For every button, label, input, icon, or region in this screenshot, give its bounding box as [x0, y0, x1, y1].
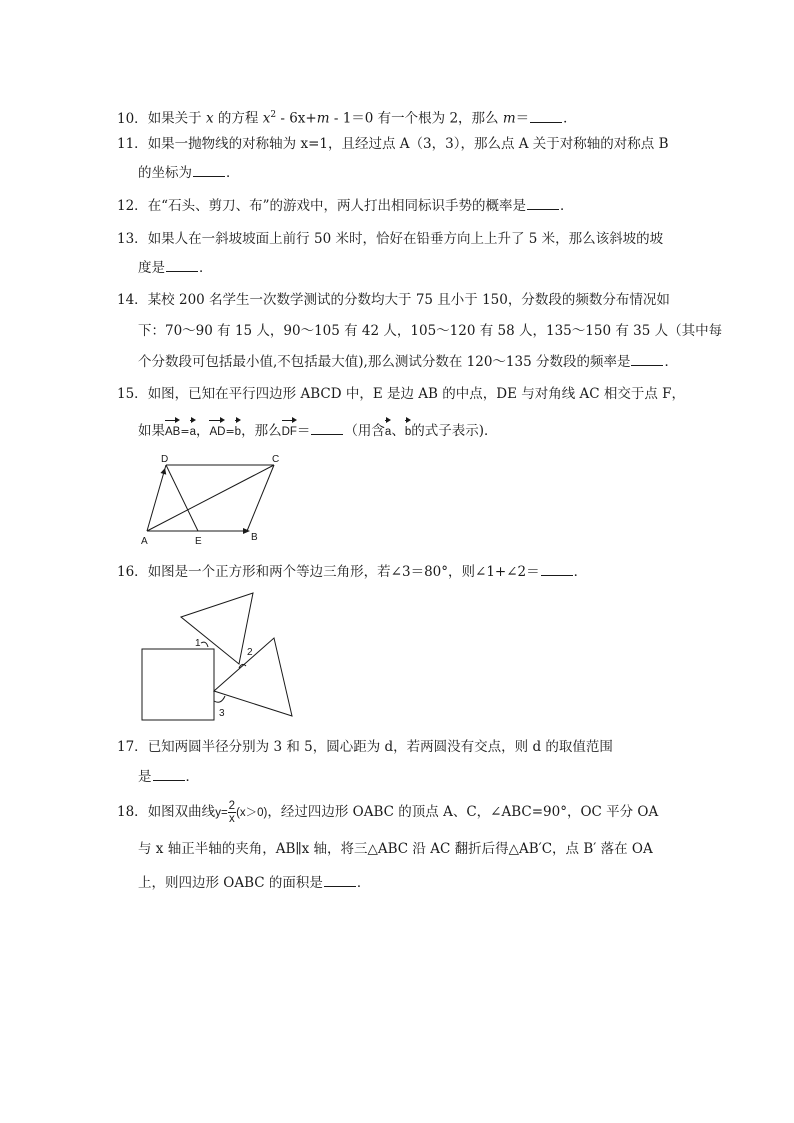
answer-blank[interactable] — [153, 766, 185, 781]
answer-blank[interactable] — [631, 351, 663, 366]
text: 下：70～90 有 15 人，90～105 有 42 人，105～120 有 58 人，135～150 有 35 人（其中每 — [138, 323, 723, 339]
text: = — [225, 425, 235, 438]
text: ． — [664, 354, 678, 370]
question-number: 11． — [117, 136, 148, 152]
vector-b: b — [405, 417, 411, 443]
text: 的式子表示)． — [411, 423, 498, 439]
label-d: D — [161, 454, 169, 465]
text: 已知两圆半径分别为 3 和 5，圆心距为 d，若两圆没有交点，则 d 的取值范围 — [147, 739, 613, 755]
question-16 — [117, 561, 587, 583]
arrow-head — [160, 467, 167, 474]
text: ＝ — [296, 423, 311, 439]
angle-label-2: 2 — [247, 647, 253, 658]
angle-label-1: 1 — [195, 638, 201, 649]
answer-blank[interactable] — [193, 162, 225, 177]
text: ，经过四边形 OABC 的顶点 A、C，∠ABC=90°，OC 平分 OA — [267, 804, 659, 820]
var: x — [205, 110, 214, 127]
question-17-line2 — [138, 766, 199, 788]
segment-de — [166, 465, 198, 531]
question-12 — [117, 195, 574, 217]
vector-a: a — [190, 417, 196, 443]
text: 如果一抛物线的对称轴为 x=1，且经过点 A（3，3），那么点 A 关于对称轴的对称点 B — [147, 136, 669, 152]
text: 是 — [138, 769, 152, 785]
answer-blank[interactable] — [311, 420, 343, 435]
text: ． — [560, 198, 574, 214]
question-11-line2 — [138, 162, 240, 184]
question-15 — [117, 383, 685, 405]
numerator: 2 — [228, 800, 236, 812]
question-number: 18． — [117, 804, 148, 820]
arrow-head — [243, 528, 250, 534]
triangle-upper — [181, 593, 253, 664]
square-triangles-figure — [135, 588, 300, 726]
text: 的方程 — [213, 110, 263, 127]
text: 如图双曲线 — [147, 804, 216, 820]
text: ． — [185, 769, 199, 785]
text: 如果关于 — [147, 110, 206, 127]
vector-a: a — [385, 417, 391, 443]
text: 如图是一个正方形和两个等边三角形，若∠3＝80°，则∠1+∠2＝ — [147, 564, 540, 580]
question-18-line3 — [138, 872, 370, 894]
question-14 — [117, 289, 670, 311]
text: = — [180, 425, 190, 438]
text: 在“石头、剪刀、布”的游戏中，两人打出相同标识手势的概率是 — [147, 198, 526, 214]
text: 上，则四边形 OABC 的面积是 — [138, 875, 323, 891]
angle-arc-1 — [201, 642, 208, 647]
text: 个分数段可包括最小值,不包括最大值),那么测试分数在 120～135 分数段的频率是 — [138, 354, 631, 370]
denominator: x — [228, 813, 235, 825]
question-number: 10． — [117, 110, 148, 127]
text: 某校 200 名学生一次数学测试的分数均大于 75 且小于 150，分数段的频数分布情况如 — [147, 292, 670, 308]
text: ＝ — [515, 110, 530, 127]
text: y= — [215, 807, 228, 819]
text: 度是 — [138, 260, 165, 276]
answer-blank[interactable] — [530, 108, 562, 123]
text: ． — [226, 165, 240, 181]
var: x — [262, 110, 271, 127]
text: ． — [199, 260, 213, 276]
triangle-lower — [214, 638, 292, 716]
vector-df: DF — [282, 417, 297, 443]
question-17 — [117, 736, 613, 758]
text: (x＞0) — [236, 807, 268, 819]
question-number: 13． — [117, 231, 148, 247]
question-number: 12． — [117, 198, 148, 214]
text: - 6x+ — [276, 110, 317, 127]
text: 、 — [391, 423, 405, 439]
side-cb — [247, 465, 274, 531]
label-e: E — [195, 536, 202, 547]
answer-blank[interactable] — [166, 257, 198, 272]
question-11 — [117, 133, 669, 155]
question-14-line2 — [138, 320, 722, 342]
question-13 — [117, 228, 663, 250]
text: 如果 — [138, 423, 165, 439]
label-b: B — [251, 532, 258, 543]
question-13-line2 — [138, 257, 213, 279]
question-number: 14． — [117, 292, 148, 308]
text: 的坐标为 — [138, 165, 192, 181]
text: ，那么 — [241, 423, 282, 439]
parallelogram-figure — [130, 452, 290, 550]
question-18 — [117, 800, 658, 825]
question-15-line2 — [138, 417, 498, 443]
vector-ab: AB — [165, 417, 180, 443]
question-number: 16． — [117, 564, 148, 580]
vector-b: b — [235, 417, 241, 443]
var: m — [502, 110, 516, 127]
label-a: A — [141, 536, 148, 547]
fraction — [228, 800, 236, 825]
text: 如图，已知在平行四边形 ABCD 中，E 是边 AB 的中点，DE 与对角线 AC 相交于点 F， — [147, 386, 686, 402]
diagonal-ac — [147, 465, 274, 531]
text: 与 x 轴正半轴的夹角，AB∥x 轴，将三△ABC 沿 AC 翻折后得△AB′C，点 B′ 落在 OA — [138, 841, 653, 857]
question-18-line2 — [138, 838, 653, 860]
question-number: 15． — [117, 386, 148, 402]
square — [142, 649, 214, 720]
text: （用含 — [344, 423, 385, 439]
answer-blank[interactable] — [527, 195, 559, 210]
var: m — [316, 110, 330, 127]
question-14-line3 — [138, 351, 678, 373]
text: ． — [356, 875, 371, 891]
angle-label-3: 3 — [219, 708, 225, 719]
exponent: 2 — [270, 110, 277, 120]
question-number: 17． — [117, 739, 148, 755]
text: 如果人在一斜坡坡面上前行 50 米时，恰好在铅垂方向上上升了 5 米，那么该斜坡的坡 — [147, 231, 664, 247]
text: - 1＝0 有一个根为 2，那么 — [329, 110, 503, 127]
answer-blank[interactable] — [541, 561, 573, 576]
angle-arc-3 — [214, 696, 225, 702]
label-c: C — [272, 454, 280, 465]
side-ad — [147, 465, 166, 531]
vector-ad: AD — [209, 417, 225, 443]
text: ． — [563, 110, 577, 127]
question-10 — [117, 104, 577, 130]
answer-blank[interactable] — [324, 872, 356, 887]
text: ． — [573, 564, 588, 580]
text: ， — [195, 423, 210, 439]
